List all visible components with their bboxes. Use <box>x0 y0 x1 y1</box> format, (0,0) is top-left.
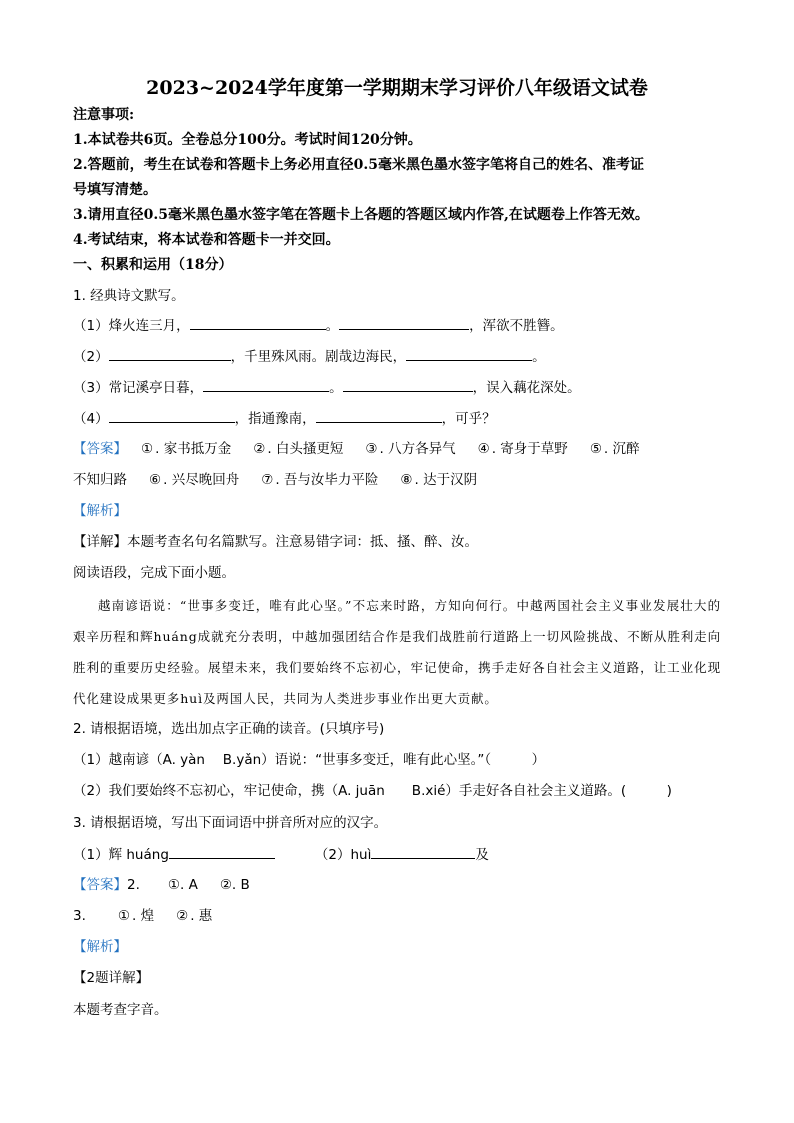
question-1-line-4: （4） ，指通豫南， ，可乎？ <box>73 411 496 427</box>
question-1-line-3: （3）常记溪亭日暮， 。 ，误入藕花深处。 <box>73 380 581 396</box>
page-title: 2023~2024学年度第一学期期末学习评价八年级语文试卷 <box>146 77 648 99</box>
question-2-item-1: （1）越南谚（A. yàn B.yǎn）语说：“世事多变迁，唯有此心坚。”（ ） <box>73 752 546 768</box>
answer-blank[interactable] <box>339 316 469 330</box>
reading-prompt: 阅读语段，完成下面小题。 <box>73 565 235 581</box>
answer-blank[interactable] <box>169 845 275 859</box>
notice-item: 4.考试结束，将本试卷和答题卡一并交回。 <box>73 232 340 248</box>
analysis-label: 【解析】 <box>73 503 127 519</box>
answer-blank[interactable] <box>203 378 329 392</box>
answer-3-line: 3. ① . 煌 ② . 惠 <box>73 908 213 924</box>
answer-blank[interactable] <box>343 378 473 392</box>
answer-blank[interactable] <box>371 845 475 859</box>
analysis-label: 【解析】 <box>73 939 127 955</box>
answer-blank[interactable] <box>190 316 326 330</box>
answer-blank[interactable] <box>316 409 442 423</box>
question-2-item-2: （2）我们要始终不忘初心，牢记使命，携（A. juān B.xié）手走好各自社会主义道路。( ) <box>73 783 672 799</box>
answer-blank[interactable] <box>109 409 235 423</box>
section-heading: 一、积累和运用（18分） <box>73 257 233 273</box>
detail-2-text: 本题考查字音。 <box>73 1002 168 1018</box>
answer-label: 【答案】 <box>73 441 127 457</box>
detail-2-label: 【2题详解】 <box>73 970 150 986</box>
question-1-stem: 1. 经典诗文默写。 <box>73 288 185 304</box>
notice-item: 3.请用直径0.5毫米黑色墨水签字笔在答题卡上各题的答题区域内作答,在试题卷上作答无效。 <box>73 207 649 223</box>
answer-blank[interactable] <box>109 347 231 361</box>
detail-label: 【详解】 <box>73 534 127 550</box>
answer-line-1: 【答案】 ① . 家书抵万金 ② . 白头搔更短 ③ . 八方各异气 ④ . 寄身于草野 ⑤ . 沉醉 <box>73 441 640 457</box>
notice-item: 号填写清楚。 <box>73 182 157 198</box>
question-1-line-1: （1）烽火连三月， 。 ，浑欲不胜簪。 <box>73 318 564 334</box>
answer-2-line: 【答案】2. ①. A ②. B <box>73 877 250 893</box>
answer-line-2: 不知归路 ⑥ . 兴尽晚回舟 ⑦ . 吾与汝毕力平险 ⑧ . 达于汉阴 <box>73 472 478 488</box>
question-3-stem: 3. 请根据语境，写出下面词语中拼音所对应的汉字。 <box>73 815 388 831</box>
question-2-stem: 2. 请根据语境，选出加点字正确的读音。(只填序号) <box>73 721 385 737</box>
notice-item: 1.本试卷共6页。全卷总分100分。考试时间120分钟。 <box>73 132 422 148</box>
notice-item: 2.答题前，考生在试卷和答题卡上务必用直径0.5毫米黑色墨水签字笔将自己的姓名、准考证 <box>73 157 644 173</box>
answer-label: 【答案】 <box>73 877 127 893</box>
question-1-line-2: （2） ，千里殊风雨。剧哉边海民， 。 <box>73 349 546 365</box>
detail-line: 【详解】本题考查名句名篇默写。注意易错字词：抵、搔、醉、汝。 <box>73 534 478 550</box>
answer-blank[interactable] <box>406 347 532 361</box>
notice-heading: 注意事项: <box>73 107 135 123</box>
question-3-items: （1）辉 huáng （2）huì 及 <box>73 847 489 863</box>
reading-passage: 越南谚语说：“世事多变迁，唯有此心坚。”不忘来时路，方知向何行。中越两国社会主义事业发展壮大的艰辛历程和辉huáng成就充分表明，中越加强团结合作是我们战胜前行道路上一切风险挑战、不断从胜利走向胜利的重要历史经验。展望未来，我们要始终不忘初心，牢记使命，携手走好各自社会主义道路，让工业化现代化建设成果更多huì及两国人民，共同为人类进步事业作出更大贡献。 <box>73 598 721 706</box>
